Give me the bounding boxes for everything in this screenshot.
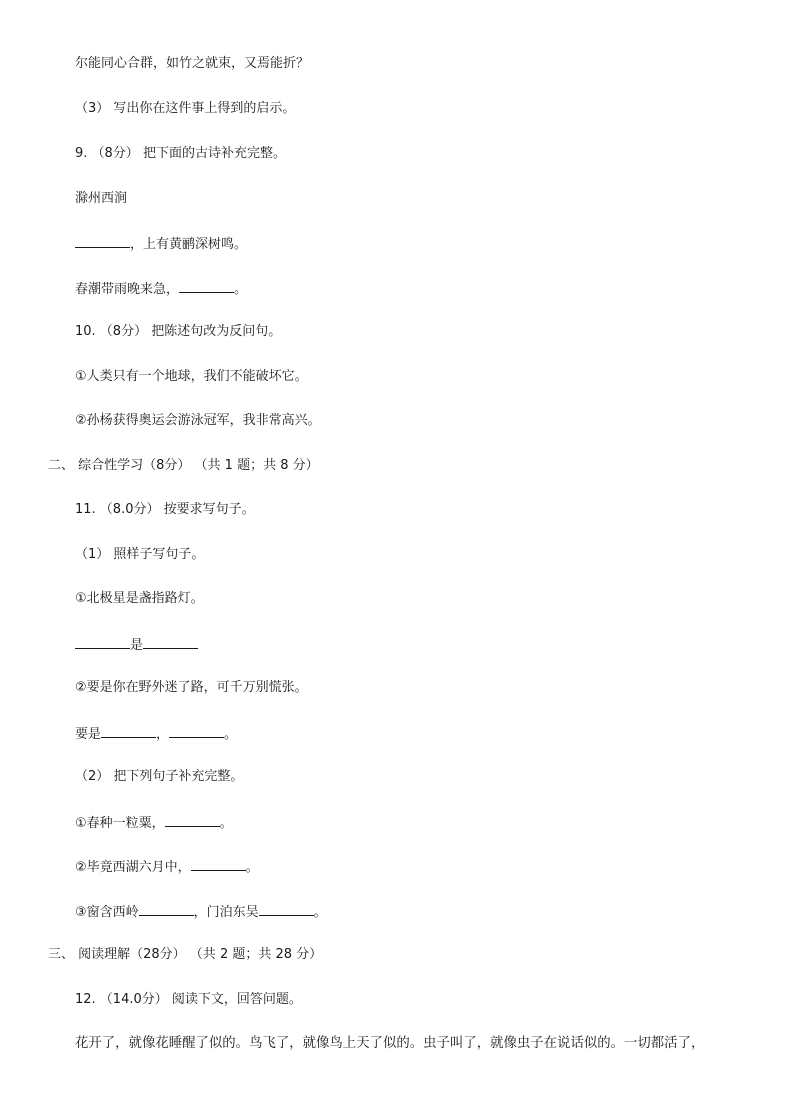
poem-line-1-text: ，上有黄鹂深树鸣。 — [130, 237, 248, 252]
answer-blank[interactable] — [259, 903, 314, 916]
answer-blank[interactable] — [75, 235, 130, 248]
question-11-answer-2 — [75, 725, 237, 743]
poem-line-2-text: 春潮带雨晚来急， — [75, 282, 180, 297]
answer-blank[interactable] — [139, 903, 194, 916]
question-10-item-2: ②孙杨获得奥运会游泳冠军，我非常高兴。 — [75, 413, 321, 428]
answer-blank[interactable] — [143, 636, 198, 649]
comma: ， — [156, 727, 170, 742]
answer-blank[interactable] — [179, 280, 234, 293]
question-11-poem-3 — [75, 903, 327, 921]
poem-line-2 — [75, 280, 247, 298]
answer-blank[interactable] — [191, 858, 246, 871]
question-11-example-2: ②要是你在野外迷了路，可千万别慌张。 — [75, 680, 308, 695]
period: 。 — [245, 860, 259, 875]
section-3-heading: 三、 阅读理解（28分） （共 2 题；共 28 分） — [48, 947, 323, 962]
question-11-answer-1 — [75, 636, 198, 654]
answer-blank[interactable] — [101, 725, 156, 738]
period: 。 — [219, 816, 233, 831]
question-10-title: 10. （8分） 把陈述句改为反问句。 — [75, 324, 282, 339]
answer-blank[interactable] — [165, 814, 220, 827]
poem-title: 滁州西涧 — [75, 191, 128, 206]
question-11-example-1: ①北极星是盏指路灯。 — [75, 591, 204, 606]
question-11-poem-2 — [75, 858, 259, 876]
poem-text: ，门泊东吴 — [193, 905, 259, 920]
poem-text: ①春种一粒粟， — [75, 816, 165, 831]
reading-passage: 花开了，就像花睡醒了似的。鸟飞了，就像鸟上天了似的。虫子叫了，就像虫子在说话似的。一切都活了， — [75, 1036, 705, 1051]
yaoshi-text: 要是 — [75, 727, 102, 742]
question-11-poem-1 — [75, 814, 233, 832]
poem-line-1 — [75, 235, 247, 253]
question-10-item-1: ①人类只有一个地球，我们不能破坏它。 — [75, 369, 308, 384]
poem-text: ③窗含西岭 — [75, 905, 139, 920]
question-11-title: 11. （8.0分） 按要求写句子。 — [75, 502, 255, 517]
question-11-part-2: （2） 把下列句子补充完整。 — [75, 769, 244, 784]
question-9-title: 9. （8分） 把下面的古诗补充完整。 — [75, 146, 286, 161]
answer-blank[interactable] — [75, 636, 130, 649]
answer-blank[interactable] — [169, 725, 224, 738]
poem-continuation-text: 尔能同心合群，如竹之就束，又焉能折？ — [75, 56, 310, 71]
poem-text: ②毕竟西湖六月中， — [75, 860, 191, 875]
section-2-heading: 二、 综合性学习（8分） （共 1 题；共 8 分） — [48, 458, 319, 473]
question-8-3: （3） 写出你在这件事上得到的启示。 — [75, 101, 296, 116]
period: 。 — [313, 905, 327, 920]
question-11-part-1: （1） 照样子写句子。 — [75, 547, 205, 562]
period: 。 — [234, 282, 248, 297]
shi-text: 是 — [130, 638, 144, 653]
question-12-title: 12. （14.0分） 阅读下文，回答问题。 — [75, 992, 302, 1007]
period: 。 — [224, 727, 238, 742]
